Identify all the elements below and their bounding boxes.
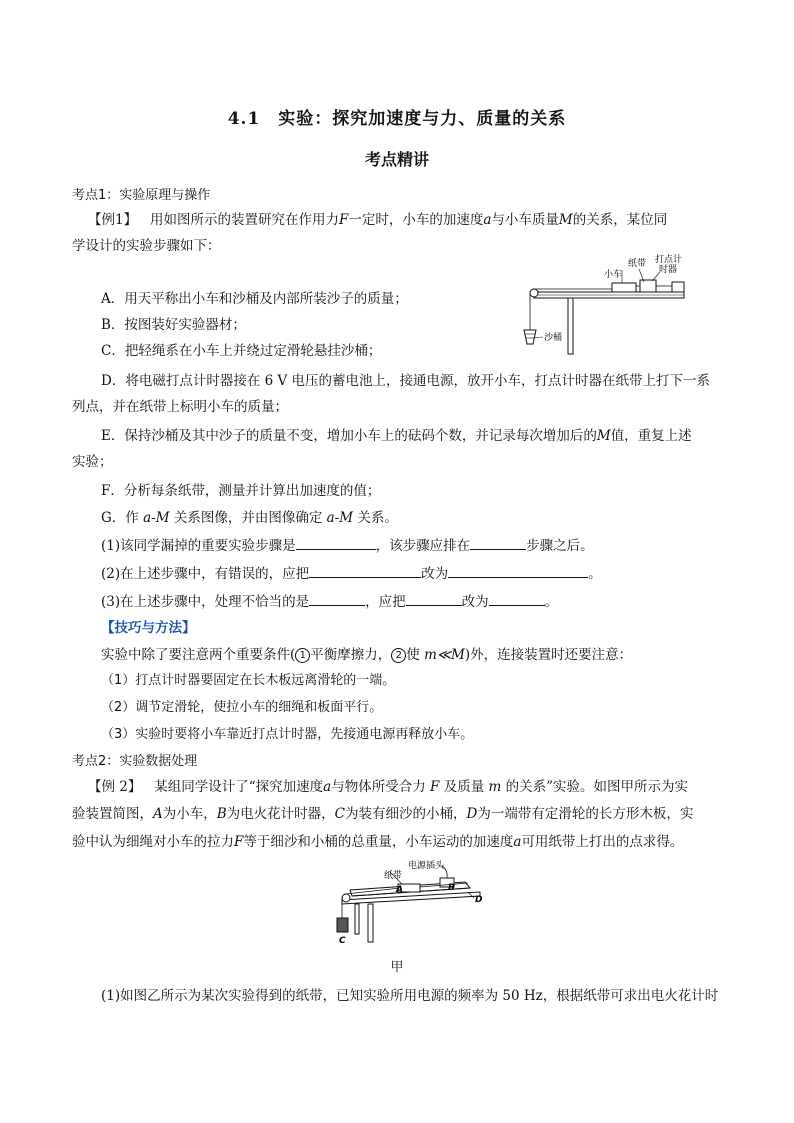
svg-text:B: B: [448, 883, 455, 893]
page-title: 4.1 实验：探究加速度与力、质量的关系: [227, 109, 567, 129]
tip-1: （1）打点计时器要固定在长木板远离滑轮的一端。: [101, 673, 396, 688]
tips-heading: 【技巧与方法】: [101, 620, 196, 636]
step-e-line1: E．保持沙桶及其中沙子的质量不变，增加小车上的砝码个数，并记录每次增加后的M值，重复上述: [101, 428, 692, 444]
answer-blank[interactable]: [489, 591, 545, 606]
sand-bucket-icon: [524, 330, 536, 344]
tip-3: （3）实验时要将小车靠近打点计时器，先接通电源再释放小车。: [101, 727, 474, 742]
answer-blank[interactable]: [406, 591, 462, 606]
question-3: (3)在上述步骤中，处理不恰当的是 ，应把 改为 。: [101, 591, 558, 612]
svg-text:时器: 时器: [659, 265, 678, 275]
figure-jia-apparatus: [330, 860, 490, 948]
figure-1-apparatus: [522, 252, 697, 364]
answer-blank[interactable]: [309, 591, 365, 606]
tips-intro: 实验中除了要注意两个重要条件( 1 平衡摩擦力， 2 使 m≪M)外，连接装置时还要注意：: [101, 647, 633, 663]
svg-text:A: A: [396, 885, 403, 895]
step-e-line2: 实验；: [72, 454, 113, 470]
step-a: A．用天平称出小车和沙桶及内部所装沙子的质量；: [101, 291, 408, 307]
example-label: 【例1】: [88, 212, 138, 228]
svg-text:电源插头: 电源插头: [408, 861, 445, 871]
step-b: B．按图装好实验器材；: [101, 317, 246, 333]
circled-number: 1: [295, 648, 310, 663]
bucket-c-icon: [337, 918, 348, 932]
circled-number: 2: [391, 648, 406, 663]
answer-blank[interactable]: [296, 535, 376, 550]
step-f: F．分析每条纸带，测量并计算出加速度的值；: [101, 483, 381, 499]
question-2: (2)在上述步骤中，有错误的，应把 改为 。: [101, 563, 602, 584]
svg-text:D: D: [475, 895, 483, 905]
pulley-icon: [342, 894, 350, 902]
question-1: (1)该同学漏掉的重要实验步骤是 ，该步骤应排在 步骤之后。: [101, 535, 594, 556]
step-d-line1: D．将电磁打点计时器接在 6 V 电压的蓄电池上，接通电源，放开小车，打点计时器在纸带上打下一系: [101, 373, 711, 389]
example-label: 【例 2】: [88, 779, 142, 795]
timer-icon: [640, 280, 656, 292]
example-2-line3: 验中认为细绳对小车的拉力F等于细沙和小桶的总重量，小车运动的加速度a可用纸带上打出的点求得。: [72, 834, 684, 850]
step-c: C．把轻绳系在小车上并绕过定滑轮悬挂沙桶；: [101, 343, 382, 359]
example-2-line2: 验装置简图，A为小车，B为电火花计时器，C为装有细沙的小桶，D为一端带有定滑轮的长方形木板，实: [72, 806, 694, 822]
cart-icon: [612, 283, 636, 292]
example-1-intro: 【例1】 用如图所示的装置研究在作用力F一定时，小车的加速度a与小车质量M的关系，某位同: [88, 212, 668, 228]
step-g: G．作 a-M 关系图像，并由图像确定 a-M 关系。: [101, 510, 398, 526]
page-subtitle: 考点精讲: [364, 150, 429, 169]
svg-text:纸带: 纸带: [384, 871, 403, 881]
answer-blank[interactable]: [470, 535, 526, 550]
example-2-question-1: (1)如图乙所示为某次实验得到的纸带，已知实验所用电源的频率为 50 Hz，根据纸带可求出电火花计时: [101, 988, 719, 1004]
svg-text:打点计: 打点计: [655, 255, 683, 265]
example-1-intro-line2: 学设计的实验步骤如下：: [72, 238, 221, 254]
step-d-line2: 列点，并在纸带上标明小车的质量；: [72, 399, 288, 415]
tip-2: （2）调节定滑轮，使拉小车的细绳和板面平行。: [101, 700, 383, 715]
svg-text:小车: 小车: [604, 270, 623, 280]
svg-text:纸带: 纸带: [628, 259, 647, 269]
figure-jia-caption: 甲: [390, 960, 404, 975]
svg-text:沙桶: 沙桶: [544, 333, 563, 343]
section-heading-2: 考点2：实验数据处理: [72, 754, 198, 769]
pulley-icon: [530, 289, 538, 297]
example-2-line1: 【例 2】 某组同学设计了“探究加速度a与物体所受合力 F 及质量 m 的关系”实验。如图甲所示为实: [88, 779, 689, 795]
svg-text:C: C: [339, 936, 346, 946]
answer-blank[interactable]: [309, 563, 421, 578]
section-heading-1: 考点1：实验原理与操作: [72, 188, 211, 203]
answer-blank[interactable]: [448, 563, 588, 578]
